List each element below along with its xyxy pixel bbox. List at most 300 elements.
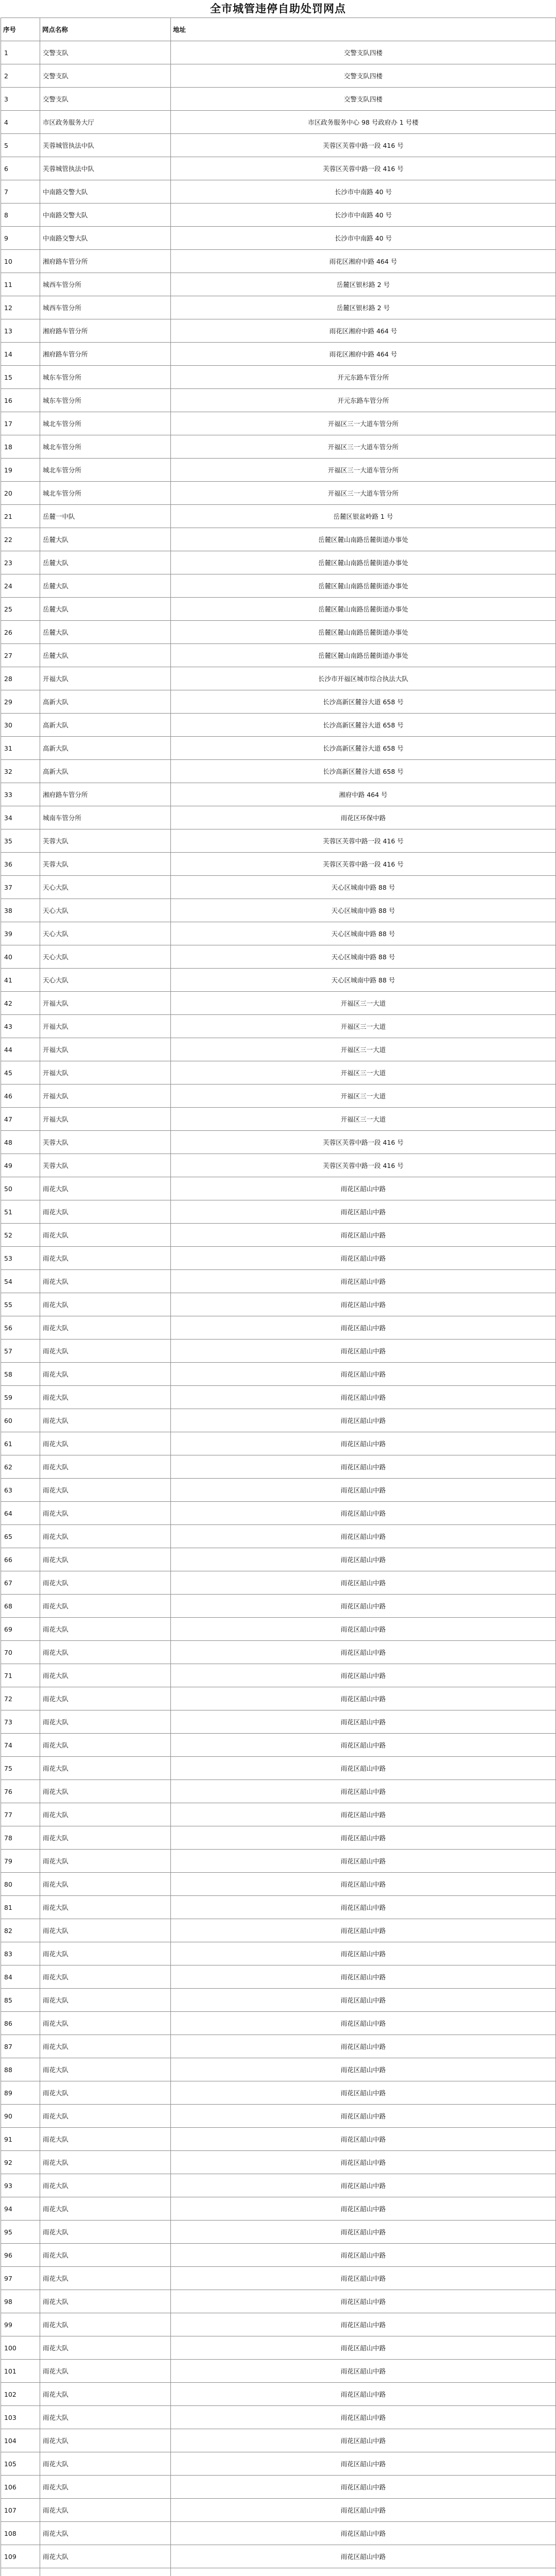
location-address: 雨花区韶山中路 [171, 1919, 556, 1942]
row-number: 85 [1, 1989, 40, 2012]
location-address: 雨花区韶山中路 [171, 1595, 556, 1618]
location-address: 雨花区韶山中路 [171, 1803, 556, 1826]
table-row [1, 273, 556, 296]
table-row [1, 2081, 556, 2105]
table-row [1, 1363, 556, 1386]
location-address: 芙蓉区芙蓉中路一段 416 号 [171, 134, 556, 157]
location-name: 雨花大队 [40, 2012, 171, 2035]
table-row [1, 2151, 556, 2174]
row-number: 53 [1, 1247, 40, 1270]
row-number: 81 [1, 1896, 40, 1919]
table-row [1, 1131, 556, 1154]
table-row [1, 2452, 556, 2476]
location-name: 开福大队 [40, 1061, 171, 1084]
row-number: 12 [1, 296, 40, 319]
table-row [1, 1734, 556, 1757]
location-address: 岳麓区银盆岭路 1 号 [171, 505, 556, 528]
location-name: 雨花大队 [40, 1571, 171, 1595]
location-name: 芙蓉大队 [40, 1131, 171, 1154]
row-number: 24 [1, 574, 40, 598]
location-address: 雨花区韶山中路 [171, 1247, 556, 1270]
table-row [1, 412, 556, 435]
row-number: 27 [1, 644, 40, 667]
location-name: 雨花大队 [40, 2081, 171, 2105]
row-number: 102 [1, 2383, 40, 2406]
row-number: 104 [1, 2429, 40, 2452]
location-address: 雨花区韶山中路 [171, 1200, 556, 1224]
table-row [1, 1850, 556, 1873]
row-number: 34 [1, 806, 40, 829]
row-number: 28 [1, 667, 40, 690]
column-header-address: 地址 [171, 18, 556, 41]
table-row [1, 1618, 556, 1641]
table-row [1, 1548, 556, 1571]
row-number: 61 [1, 1432, 40, 1455]
row-number: 20 [1, 482, 40, 505]
table-row [1, 992, 556, 1015]
row-number [1, 2568, 40, 2576]
row-number: 92 [1, 2151, 40, 2174]
table-row [1, 1873, 556, 1896]
location-address: 雨花区韶山中路 [171, 2476, 556, 2499]
row-number: 94 [1, 2197, 40, 2221]
table-header-row [1, 18, 556, 41]
row-number: 55 [1, 1293, 40, 1316]
location-address: 雨花区韶山中路 [171, 1873, 556, 1896]
row-number: 11 [1, 273, 40, 296]
location-name: 城北车管分所 [40, 435, 171, 459]
location-address: 天心区城南中路 88 号 [171, 899, 556, 922]
location-name: 雨花大队 [40, 2151, 171, 2174]
location-address: 雨花区湘府中路 464 号 [171, 250, 556, 273]
location-name: 城东车管分所 [40, 389, 171, 412]
location-address: 雨花区韶山中路 [171, 2105, 556, 2128]
table-row [1, 2267, 556, 2290]
location-name: 雨花大队 [40, 1363, 171, 1386]
location-address: 雨花区韶山中路 [171, 2313, 556, 2336]
table-row [1, 2522, 556, 2545]
location-name: 雨花大队 [40, 2545, 171, 2568]
table-row [1, 2128, 556, 2151]
location-name: 中南路交警大队 [40, 204, 171, 227]
row-number: 56 [1, 1316, 40, 1340]
location-name: 天心大队 [40, 969, 171, 992]
location-name: 开福大队 [40, 1015, 171, 1038]
location-address: 雨花区韶山中路 [171, 1989, 556, 2012]
row-number: 44 [1, 1038, 40, 1061]
location-name: 高新大队 [40, 737, 171, 760]
table-row [1, 1200, 556, 1224]
table-row [1, 1015, 556, 1038]
location-address: 开元东路车管分所 [171, 366, 556, 389]
row-number: 57 [1, 1340, 40, 1363]
table-row [1, 1687, 556, 1710]
table-row [1, 180, 556, 204]
table-row [1, 1386, 556, 1409]
row-number: 23 [1, 551, 40, 574]
table-row [1, 1710, 556, 1734]
location-address: 雨花区韶山中路 [171, 2499, 556, 2522]
location-name: 天心大队 [40, 945, 171, 969]
location-address: 开福区三一大道 [171, 1108, 556, 1131]
table-row [1, 319, 556, 343]
table-row [1, 459, 556, 482]
table-row [1, 2290, 556, 2313]
row-number: 22 [1, 528, 40, 551]
location-name: 雨花大队 [40, 1270, 171, 1293]
row-number: 48 [1, 1131, 40, 1154]
location-name: 雨花大队 [40, 2244, 171, 2267]
table-row [1, 1664, 556, 1687]
location-address [171, 2568, 556, 2576]
row-number: 109 [1, 2545, 40, 2568]
row-number: 69 [1, 1618, 40, 1641]
row-number: 51 [1, 1200, 40, 1224]
table-row [1, 1154, 556, 1177]
table-row [1, 853, 556, 876]
location-address: 雨花区韶山中路 [171, 2406, 556, 2429]
location-address: 雨花区韶山中路 [171, 1270, 556, 1293]
row-number: 8 [1, 204, 40, 227]
location-address: 雨花区韶山中路 [171, 1316, 556, 1340]
location-address: 雨花区韶山中路 [171, 1896, 556, 1919]
location-name: 湘府路车管分所 [40, 783, 171, 806]
location-name: 雨花大队 [40, 2221, 171, 2244]
location-address: 芙蓉区芙蓉中路一段 416 号 [171, 829, 556, 853]
table-row [1, 2035, 556, 2058]
row-number: 25 [1, 598, 40, 621]
location-address: 天心区城南中路 88 号 [171, 969, 556, 992]
location-name: 雨花大队 [40, 1826, 171, 1850]
table-row [1, 1293, 556, 1316]
location-name: 城北车管分所 [40, 459, 171, 482]
location-address: 雨花区韶山中路 [171, 2522, 556, 2545]
row-number: 50 [1, 1177, 40, 1200]
row-number: 37 [1, 876, 40, 899]
location-address: 开福区三一大道 [171, 1084, 556, 1108]
table-row [1, 1340, 556, 1363]
location-name: 岳麓大队 [40, 621, 171, 644]
location-address: 雨花区韶山中路 [171, 1664, 556, 1687]
location-name: 雨花大队 [40, 1850, 171, 1873]
row-number: 103 [1, 2406, 40, 2429]
table-row [1, 1757, 556, 1780]
table-row [1, 1038, 556, 1061]
row-number: 2 [1, 64, 40, 88]
table-row [1, 1803, 556, 1826]
row-number: 17 [1, 412, 40, 435]
location-name: 雨花大队 [40, 2105, 171, 2128]
row-number: 46 [1, 1084, 40, 1108]
table-row [1, 389, 556, 412]
table-row [1, 2244, 556, 2267]
location-name: 湘府路车管分所 [40, 250, 171, 273]
row-number: 108 [1, 2522, 40, 2545]
location-name: 雨花大队 [40, 1247, 171, 1270]
row-number: 33 [1, 783, 40, 806]
location-address: 雨花区湘府中路 464 号 [171, 319, 556, 343]
table-row [1, 2174, 556, 2197]
table-row [1, 366, 556, 389]
row-number: 15 [1, 366, 40, 389]
table-row [1, 760, 556, 783]
location-address: 雨花区韶山中路 [171, 2429, 556, 2452]
row-number: 58 [1, 1363, 40, 1386]
location-address: 岳麓区银杉路 2 号 [171, 273, 556, 296]
row-number: 77 [1, 1803, 40, 1826]
location-name: 雨花大队 [40, 1965, 171, 1989]
location-name: 雨花大队 [40, 1224, 171, 1247]
row-number: 42 [1, 992, 40, 1015]
location-name: 雨花大队 [40, 1432, 171, 1455]
location-address: 开福区三一大道 [171, 1015, 556, 1038]
location-address: 雨花区韶山中路 [171, 2058, 556, 2081]
location-name: 高新大队 [40, 690, 171, 714]
row-number: 107 [1, 2499, 40, 2522]
location-name: 雨花大队 [40, 1618, 171, 1641]
table-row [1, 1641, 556, 1664]
row-number: 7 [1, 180, 40, 204]
table-row [1, 528, 556, 551]
location-address: 雨花区韶山中路 [171, 1525, 556, 1548]
column-header-name: 网点名称 [40, 18, 171, 41]
location-name: 开福大队 [40, 1084, 171, 1108]
location-address: 雨花区韶山中路 [171, 2360, 556, 2383]
table-row [1, 1965, 556, 1989]
table-row [1, 1826, 556, 1850]
location-name [40, 2568, 171, 2576]
location-address: 雨花区韶山中路 [171, 1710, 556, 1734]
row-number: 100 [1, 2336, 40, 2360]
table-row [1, 1525, 556, 1548]
location-name: 雨花大队 [40, 1942, 171, 1965]
row-number: 99 [1, 2313, 40, 2336]
location-address: 雨花区韶山中路 [171, 1386, 556, 1409]
table-row [1, 111, 556, 134]
table-row [1, 2336, 556, 2360]
table-row [1, 1502, 556, 1525]
location-address: 芙蓉区芙蓉中路一段 416 号 [171, 853, 556, 876]
page-title: 全市城管违停自助处罚网点 [210, 3, 346, 15]
table-row [1, 1942, 556, 1965]
location-name: 雨花大队 [40, 2058, 171, 2081]
location-name: 城南车管分所 [40, 806, 171, 829]
row-number: 52 [1, 1224, 40, 1247]
row-number: 87 [1, 2035, 40, 2058]
table-row [1, 783, 556, 806]
location-address: 长沙高新区麓谷大道 658 号 [171, 714, 556, 737]
location-name: 岳麓大队 [40, 598, 171, 621]
table-row [1, 1595, 556, 1618]
location-name: 雨花大队 [40, 2499, 171, 2522]
location-name: 湘府路车管分所 [40, 343, 171, 366]
column-header-number: 序号 [1, 18, 40, 41]
table-row [1, 1479, 556, 1502]
row-number: 54 [1, 1270, 40, 1293]
row-number: 13 [1, 319, 40, 343]
location-name: 芙蓉大队 [40, 853, 171, 876]
location-address: 芙蓉区芙蓉中路一段 416 号 [171, 1131, 556, 1154]
location-address: 雨花区韶山中路 [171, 2336, 556, 2360]
location-name: 开福大队 [40, 992, 171, 1015]
row-number: 74 [1, 1734, 40, 1757]
location-address: 雨花区韶山中路 [171, 2267, 556, 2290]
location-address: 雨花区韶山中路 [171, 1363, 556, 1386]
location-name: 岳麓大队 [40, 644, 171, 667]
location-name: 开福大队 [40, 1038, 171, 1061]
location-name: 城北车管分所 [40, 412, 171, 435]
location-address: 雨花区韶山中路 [171, 2151, 556, 2174]
row-number: 18 [1, 435, 40, 459]
location-address: 雨花区韶山中路 [171, 1618, 556, 1641]
location-address: 岳麓区麓山南路岳麓街道办事处 [171, 528, 556, 551]
row-number: 36 [1, 853, 40, 876]
row-number: 47 [1, 1108, 40, 1131]
location-name: 雨花大队 [40, 1479, 171, 1502]
location-name: 雨花大队 [40, 1177, 171, 1200]
table-row [1, 64, 556, 88]
location-name: 雨花大队 [40, 2267, 171, 2290]
table-row [1, 1896, 556, 1919]
table-row [1, 667, 556, 690]
table-row [1, 41, 556, 64]
table-row [1, 2221, 556, 2244]
location-address: 雨花区韶山中路 [171, 2545, 556, 2568]
row-number: 83 [1, 1942, 40, 1965]
location-name: 雨花大队 [40, 1687, 171, 1710]
locations-table [1, 18, 556, 2576]
table-container [1, 18, 555, 2576]
table-row [1, 1455, 556, 1479]
location-name: 湘府路车管分所 [40, 319, 171, 343]
table-row [1, 1919, 556, 1942]
location-address: 雨花区韶山中路 [171, 2128, 556, 2151]
location-name: 雨花大队 [40, 1919, 171, 1942]
location-name: 雨花大队 [40, 1200, 171, 1224]
location-name: 雨花大队 [40, 1780, 171, 1803]
table-row [1, 1432, 556, 1455]
row-number: 95 [1, 2221, 40, 2244]
table-row [1, 435, 556, 459]
location-name: 岳麓大队 [40, 574, 171, 598]
row-number: 91 [1, 2128, 40, 2151]
table-row [1, 2545, 556, 2568]
row-number: 76 [1, 1780, 40, 1803]
location-address: 交警支队四楼 [171, 41, 556, 64]
table-row [1, 574, 556, 598]
table-row [1, 621, 556, 644]
row-number: 65 [1, 1525, 40, 1548]
table-row [1, 1224, 556, 1247]
row-number: 84 [1, 1965, 40, 1989]
location-address: 开福区三一大道 [171, 1038, 556, 1061]
location-address: 雨花区韶山中路 [171, 1571, 556, 1595]
table-row [1, 134, 556, 157]
row-number: 31 [1, 737, 40, 760]
location-name: 芙蓉大队 [40, 1154, 171, 1177]
table-row [1, 2429, 556, 2452]
location-address: 天心区城南中路 88 号 [171, 945, 556, 969]
row-number: 89 [1, 2081, 40, 2105]
table-row [1, 157, 556, 180]
row-number: 70 [1, 1641, 40, 1664]
row-number: 71 [1, 1664, 40, 1687]
location-name: 交警支队 [40, 41, 171, 64]
row-number: 35 [1, 829, 40, 853]
row-number: 72 [1, 1687, 40, 1710]
location-address: 开福区三一大道车管分所 [171, 412, 556, 435]
table-row [1, 1177, 556, 1200]
location-address: 雨花区韶山中路 [171, 1293, 556, 1316]
location-address: 雨花区韶山中路 [171, 1224, 556, 1247]
location-name: 雨花大队 [40, 2360, 171, 2383]
table-row [1, 1316, 556, 1340]
table-row [1, 227, 556, 250]
location-address: 长沙市中南路 40 号 [171, 227, 556, 250]
location-name: 雨花大队 [40, 1293, 171, 1316]
row-number: 60 [1, 1409, 40, 1432]
row-number: 73 [1, 1710, 40, 1734]
table-row [1, 2406, 556, 2429]
row-number: 16 [1, 389, 40, 412]
table-row [1, 2058, 556, 2081]
location-address: 岳麓区麓山南路岳麓街道办事处 [171, 644, 556, 667]
location-address: 长沙高新区麓谷大道 658 号 [171, 690, 556, 714]
table-row [1, 2499, 556, 2522]
location-address: 雨花区韶山中路 [171, 2035, 556, 2058]
location-name: 雨花大队 [40, 1316, 171, 1340]
location-name: 岳麓大队 [40, 551, 171, 574]
location-name: 雨花大队 [40, 2452, 171, 2476]
location-address: 雨花区韶山中路 [171, 2197, 556, 2221]
location-address: 雨花区韶山中路 [171, 1734, 556, 1757]
location-address: 长沙市中南路 40 号 [171, 204, 556, 227]
location-name: 城东车管分所 [40, 366, 171, 389]
location-name: 雨花大队 [40, 1548, 171, 1571]
location-address: 雨花区湘府中路 464 号 [171, 343, 556, 366]
row-number: 63 [1, 1479, 40, 1502]
location-address: 天心区城南中路 88 号 [171, 922, 556, 945]
row-number: 41 [1, 969, 40, 992]
location-name: 雨花大队 [40, 2128, 171, 2151]
row-number: 106 [1, 2476, 40, 2499]
location-address: 雨花区韶山中路 [171, 2012, 556, 2035]
row-number: 101 [1, 2360, 40, 2383]
location-address: 雨花区韶山中路 [171, 1432, 556, 1455]
table-row [1, 343, 556, 366]
row-number: 88 [1, 2058, 40, 2081]
location-name: 雨花大队 [40, 2174, 171, 2197]
row-number: 59 [1, 1386, 40, 1409]
row-number: 21 [1, 505, 40, 528]
table-row [1, 204, 556, 227]
row-number: 64 [1, 1502, 40, 1525]
location-address: 雨花区韶山中路 [171, 2290, 556, 2313]
location-name: 高新大队 [40, 760, 171, 783]
location-address: 雨花区韶山中路 [171, 2452, 556, 2476]
table-row [1, 829, 556, 853]
location-name: 雨花大队 [40, 1525, 171, 1548]
location-name: 开福大队 [40, 1108, 171, 1131]
location-address: 岳麓区麓山南路岳麓街道办事处 [171, 598, 556, 621]
location-name: 雨花大队 [40, 2035, 171, 2058]
location-name: 城西车管分所 [40, 296, 171, 319]
row-number: 75 [1, 1757, 40, 1780]
location-name: 城西车管分所 [40, 273, 171, 296]
row-number: 30 [1, 714, 40, 737]
location-address: 雨花区韶山中路 [171, 1409, 556, 1432]
location-name: 城北车管分所 [40, 482, 171, 505]
